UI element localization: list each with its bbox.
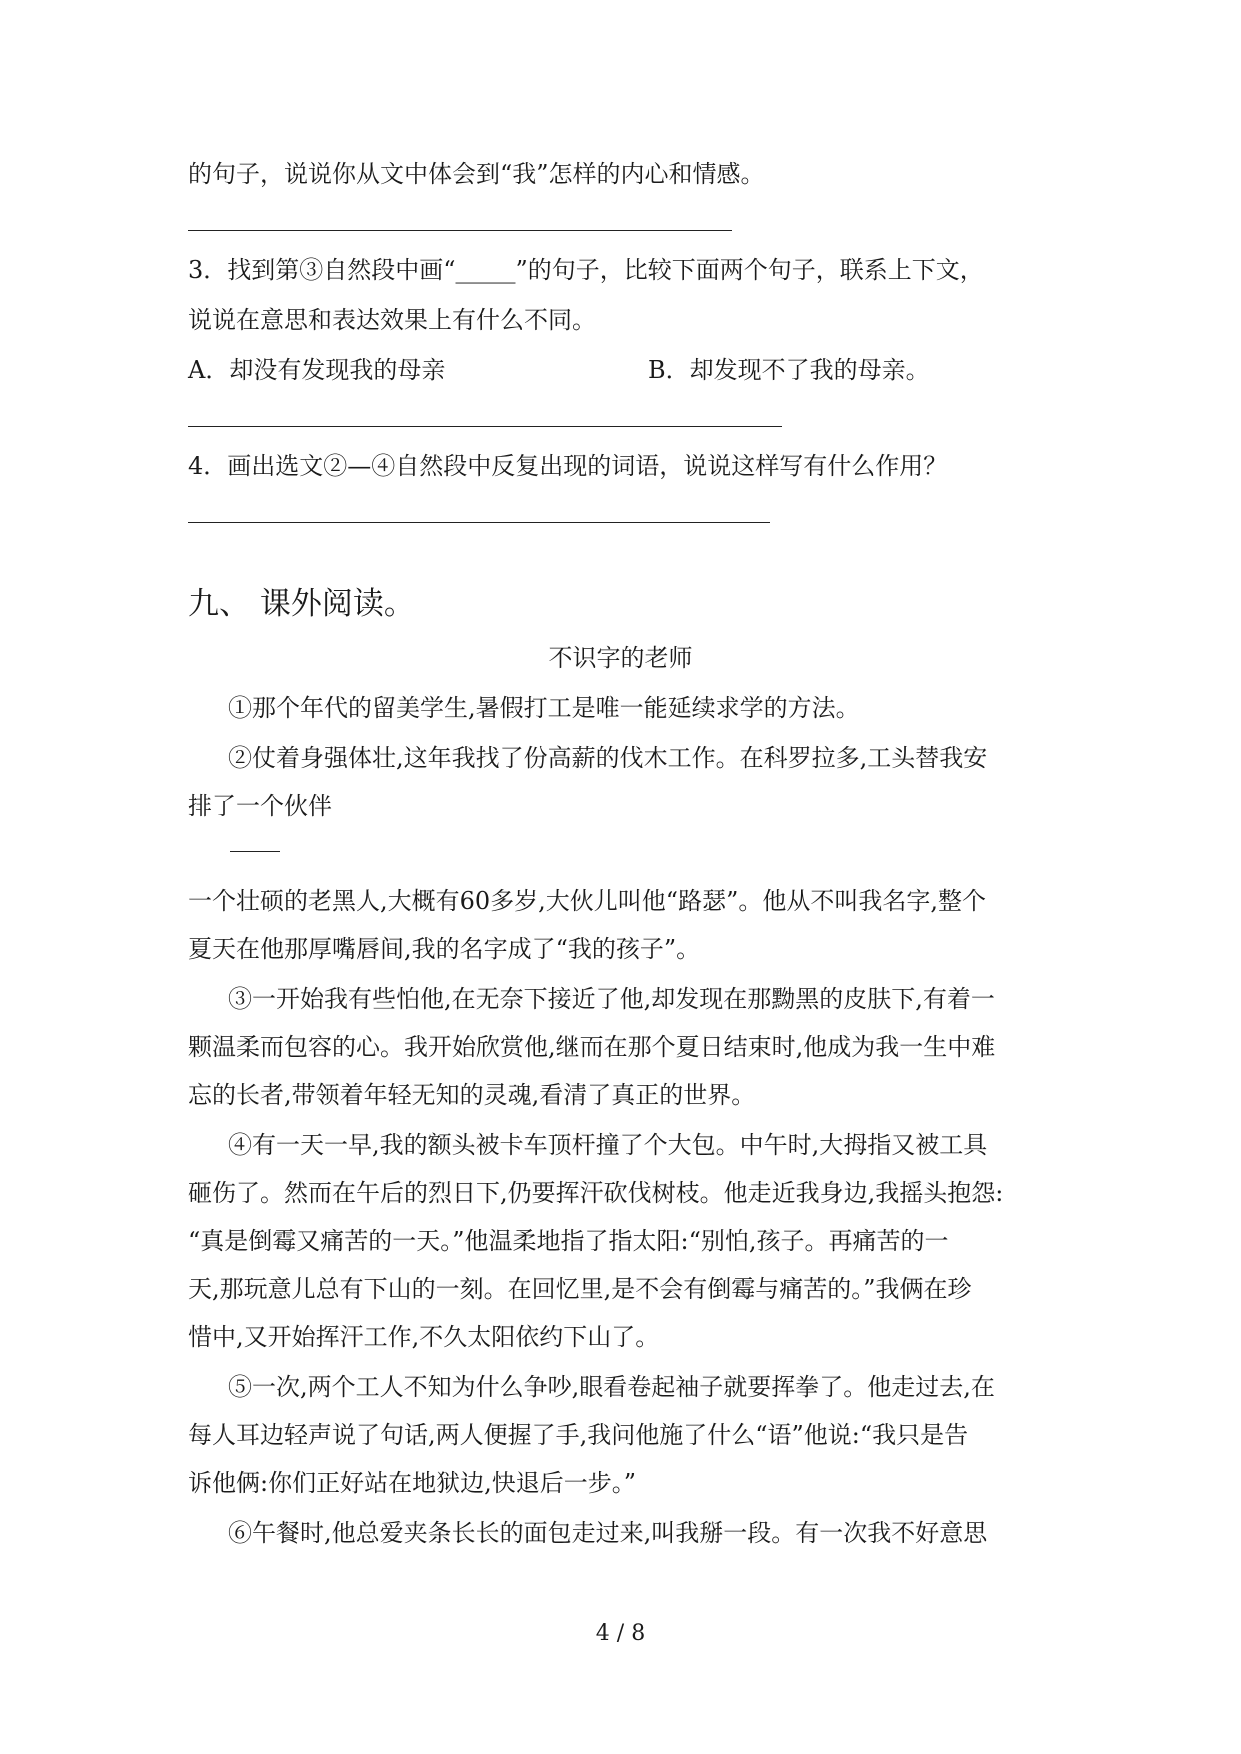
question-2-tail: 的句子，说说你从文中体会到“我”怎样的内心和情感。 — [188, 160, 765, 188]
passage-line: ①那个年代的留美学生,暑假打工是唯一能延续求学的方法。 — [228, 694, 860, 722]
question-3-line-2: 说说在意思和表达效果上有什么不同。 — [188, 306, 596, 334]
question-3-option-b: B．却发现不了我的母亲。 — [648, 356, 930, 384]
passage-line: 排了一个伙伴 — [188, 792, 332, 820]
question-4: 4．画出选文②—④自然段中反复出现的词语，说说这样写有什么作用？ — [188, 452, 948, 480]
question-3-option-a: A．却没有发现我的母亲 — [188, 356, 446, 384]
passage-line: ⑥午餐时,他总爱夹条长长的面包走过来,叫我掰一段。有一次我不好意思 — [228, 1519, 988, 1547]
answer-line-q2 — [188, 230, 732, 231]
passage-line: 颗温柔而包容的心。我开始欣赏他,继而在那个夏日结束时,他成为我一生中难 — [188, 1033, 996, 1061]
passage-line: 砸伤了。然而在午后的烈日下,仍要挥汗砍伐树枝。他走近我身边,我摇头抱怨: — [188, 1179, 1004, 1207]
passage-line: 惜中,又开始挥汗工作,不久太阳依约下山了。 — [188, 1323, 660, 1351]
passage-line: 一个壮硕的老黑人,大概有60多岁,大伙儿叫他“路瑟”。他从不叫我名字,整个 — [188, 887, 986, 915]
passage-line: “真是倒霉又痛苦的一天。”他温柔地指了指太阳:“别怕,孩子。再痛苦的一 — [188, 1227, 949, 1255]
passage-line: ②仗着身强体壮,这年我找了份高薪的伐木工作。在科罗拉多,工头替我安 — [228, 744, 988, 772]
passage-line: ⑤一次,两个工人不知为什么争吵,眼看卷起袖子就要挥拳了。他走过去,在 — [228, 1373, 995, 1401]
question-3-line-1: 3．找到第③自然段中画“_____”的句子，比较下面两个句子，联系上下文， — [188, 256, 984, 284]
passage-line: ④有一天一早,我的额头被卡车顶杆撞了个大包。中午时,大拇指又被工具 — [228, 1131, 988, 1159]
passage-dash — [230, 851, 280, 852]
answer-line-q3 — [188, 426, 782, 427]
passage-line: 天,那玩意儿总有下山的一刻。在回忆里,是不会有倒霉与痛苦的。”我俩在珍 — [188, 1275, 972, 1303]
section-heading: 九、 课外阅读。 — [188, 586, 415, 622]
passage-line: 夏天在他那厚嘴唇间,我的名字成了“我的孩子”。 — [188, 935, 701, 963]
page-number: 4 / 8 — [595, 1621, 646, 1646]
passage-line: 每人耳边轻声说了句话,两人便握了手,我问他施了什么“语”他说:“我只是告 — [188, 1421, 969, 1449]
passage-title: 不识字的老师 — [548, 644, 693, 672]
answer-line-q4 — [188, 522, 770, 523]
passage-line: 诉他俩:你们正好站在地狱边,快退后一步。” — [188, 1469, 636, 1497]
passage-line: ③一开始我有些怕他,在无奈下接近了他,却发现在那黝黑的皮肤下,有着一 — [228, 985, 995, 1013]
passage-line: 忘的长者,带领着年轻无知的灵魂,看清了真正的世界。 — [188, 1081, 756, 1109]
